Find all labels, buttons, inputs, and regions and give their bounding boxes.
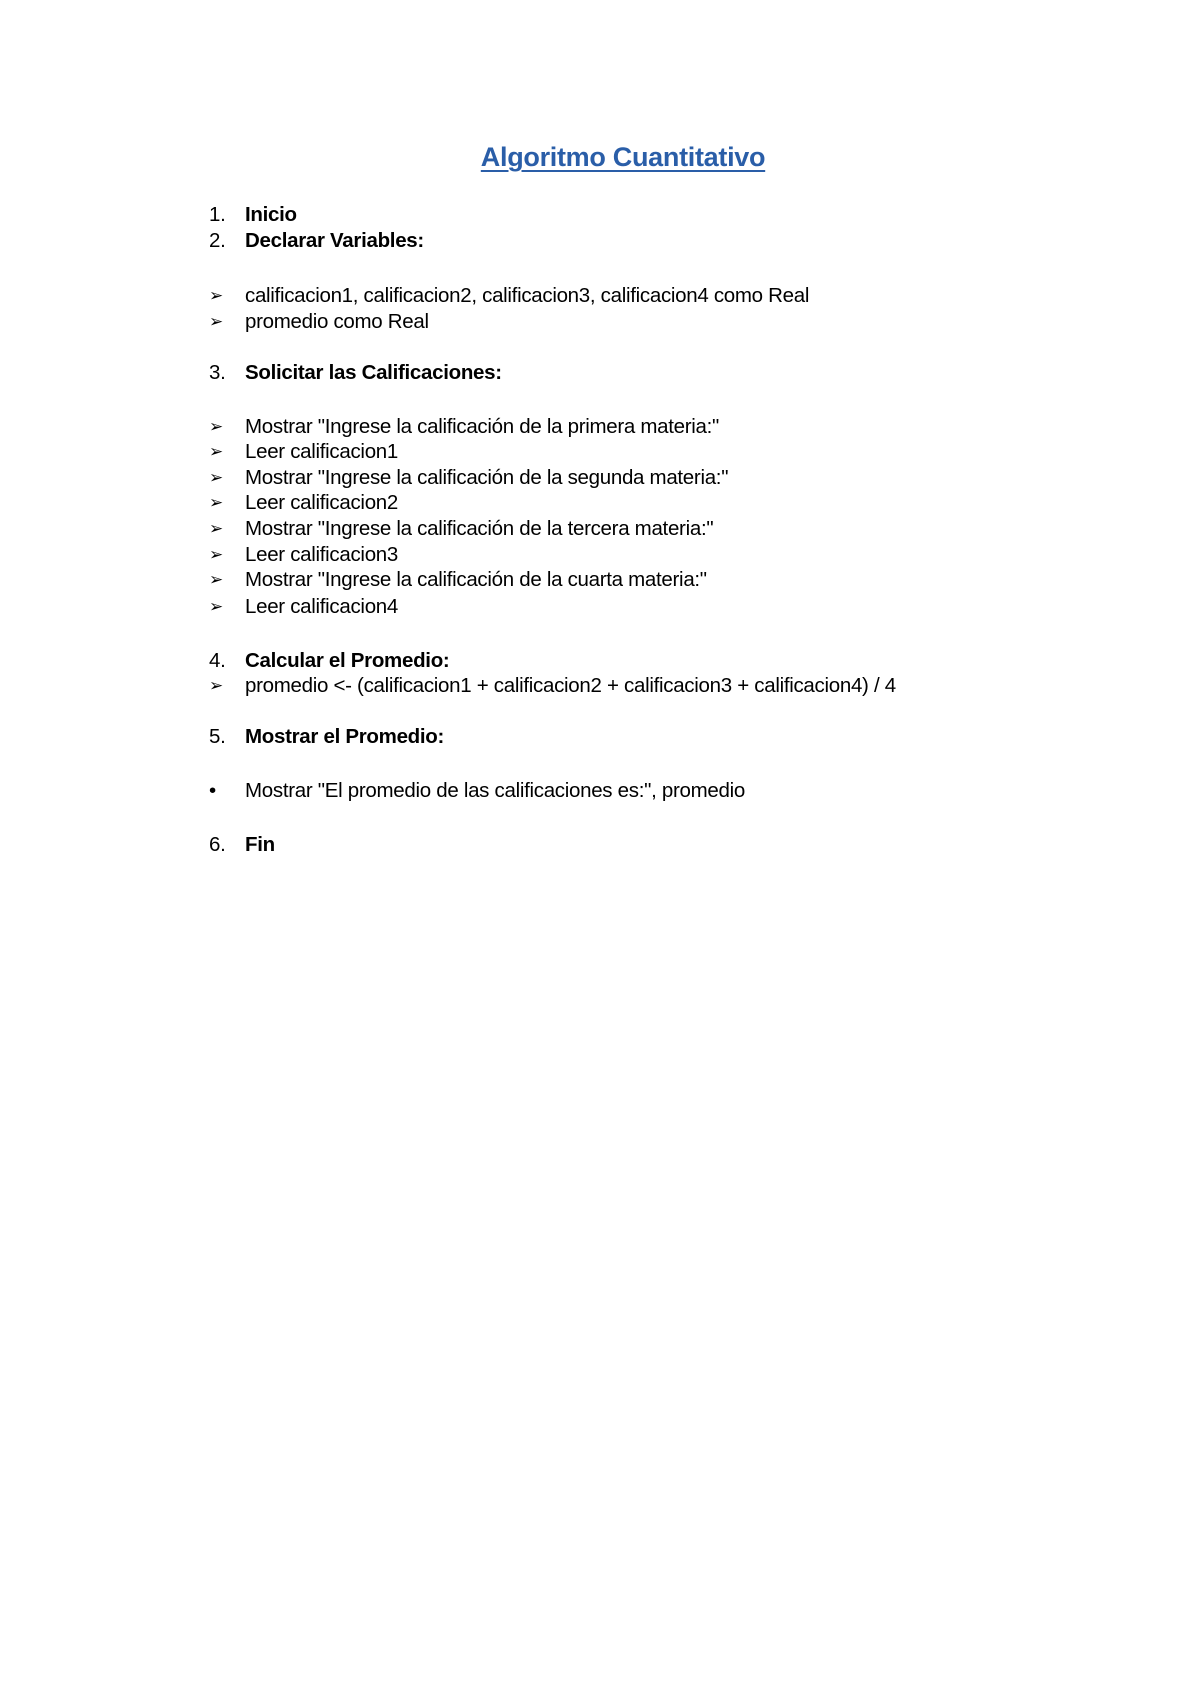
line-text: Leer calificacion3 [245,543,398,566]
step-number: 1. [209,203,226,226]
arrow-bullet-icon: ➢ [209,493,223,512]
line-text: Inicio [245,203,297,226]
step-number: 6. [209,833,226,856]
document-title: Algoritmo Cuantitativo [480,142,766,172]
arrow-bullet-icon: ➢ [209,286,223,305]
line-text: Mostrar "El promedio de las calificaciones es:", promedio [245,779,745,802]
line-text: Leer calificacion1 [245,440,398,463]
step-number: 3. [209,361,226,384]
arrow-bullet-icon: ➢ [209,545,223,564]
arrow-bullet-icon: ➢ [209,442,223,461]
arrow-bullet-icon: ➢ [209,519,223,538]
line-text: Calcular el Promedio: [245,649,450,672]
arrow-bullet-icon: ➢ [209,676,223,695]
line-text: promedio <- (calificacion1 + calificacion2 + calificacion3 + calificacion4) / 4 [245,674,896,697]
line-text: Mostrar "Ingrese la calificación de la segunda materia:" [245,466,729,489]
line-text: calificacion1, calificacion2, calificacion3, calificacion4 como Real [245,284,810,307]
step-number: 5. [209,725,226,748]
line-text: Mostrar "Ingrese la calificación de la primera materia:" [245,415,719,438]
line-text: Leer calificacion4 [245,595,398,618]
arrow-bullet-icon: ➢ [209,570,223,589]
line-text: promedio como Real [245,310,429,333]
arrow-bullet-icon: ➢ [209,417,223,436]
bullet-icon: • [209,779,216,802]
step-number: 2. [209,229,226,252]
line-text: Fin [245,833,275,856]
arrow-bullet-icon: ➢ [209,312,223,331]
line-text: Leer calificacion2 [245,491,398,514]
line-text: Mostrar el Promedio: [245,725,445,748]
line-text: Declarar Variables: [245,229,424,252]
line-text: Mostrar "Ingrese la calificación de la cuarta materia:" [245,568,707,591]
line-text: Mostrar "Ingrese la calificación de la tercera materia:" [245,517,714,540]
line-text: Solicitar las Calificaciones: [245,361,502,384]
arrow-bullet-icon: ➢ [209,468,223,487]
arrow-bullet-icon: ➢ [209,597,223,616]
step-number: 4. [209,649,226,672]
